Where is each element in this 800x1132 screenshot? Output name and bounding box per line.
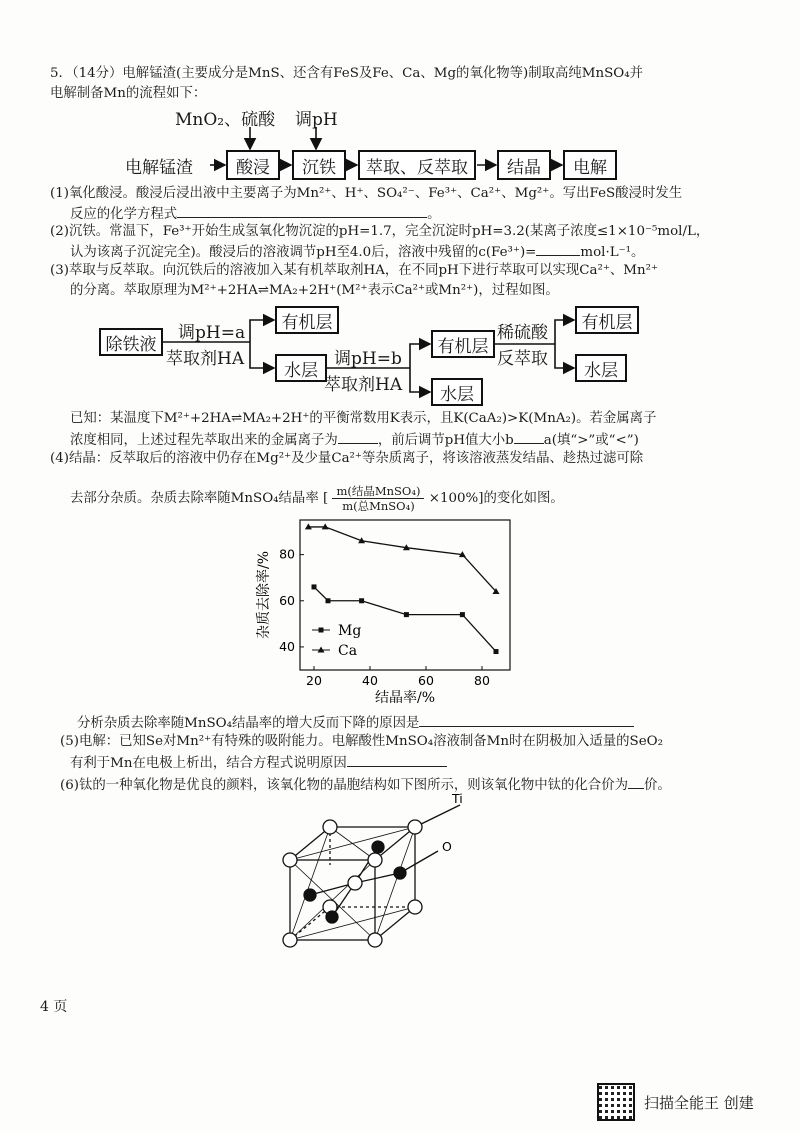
flow1-step-iron-precip: 沉铁: [292, 150, 346, 180]
flow2-start: 除铁液: [99, 328, 163, 356]
flow1-step-crystallize: 结晶: [497, 150, 551, 180]
flow2-arrows: [0, 0, 800, 420]
part3-line2: 的分离。萃取原理为M²⁺+2HA⇌MA₂+2H⁺(M²⁺表示Ca²⁺或Mn²⁺)，过程如图。: [70, 283, 559, 298]
part1-line1: (1)氧化酸浸。酸浸后浸出液中主要离子为Mn²⁺、H⁺、SO₄²⁻、Fe³⁺、Ca²⁺、Mg²⁺。写出FeS酸浸时发生: [50, 186, 683, 201]
flow2-organic1: 有机层: [275, 306, 339, 334]
flow2-back-extraction: 反萃取: [497, 349, 548, 369]
flow2-organic2: 有机层: [431, 330, 495, 358]
part5-line2: 有利于Mn在电极上析出，结合方程式说明原因: [70, 752, 447, 774]
series-line-ca: [308, 527, 496, 592]
flow2-acid: 稀硫酸: [497, 323, 548, 343]
crystal-cell-diagram: [270, 785, 490, 965]
data-point-mg: [359, 598, 364, 603]
known-line2: 浓度相同，上述过程先萃取出来的金属离子为 ，前后调节pH值大小b a(填“>”或“<”): [70, 429, 639, 451]
part5-line1: (5)电解：已知Se对Mn²⁺有特殊的吸附能力。电解酸性MnSO₄溶液制备Mn时在阴极加入适量的SeO₂: [60, 734, 663, 749]
data-point-mg: [494, 649, 499, 654]
flow2-adjust-b: 调pH=b: [334, 349, 402, 369]
part3-line1: (3)萃取与反萃取。向沉铁后的溶液加入某有机萃取剂HA，在不同pH下进行萃取可以实现Ca²⁺、Mn²⁺: [50, 263, 659, 278]
legend-label-mg: Mg: [338, 623, 362, 639]
crystal-label-ti: Ti: [452, 791, 463, 806]
part6-line1: (6)钛的一种氧化物是优良的颜料，该氧化物的晶胞结构如下图所示，则该氧化物中钛的化合价为 价。: [60, 774, 671, 796]
data-point-mg: [460, 612, 465, 617]
data-point-mg: [404, 612, 409, 617]
question-header-line2: 电解制备Mn的流程如下：: [50, 86, 207, 101]
flow1-step-extraction: 萃取、反萃取: [358, 150, 476, 180]
legend-marker-mg: [319, 628, 324, 633]
flow2-water3: 水层: [575, 354, 627, 382]
flow2-extractant2: 萃取剂HA: [324, 375, 403, 395]
y-tick-label: 80: [279, 546, 295, 562]
flow1-adjust-ph: 调pH: [295, 110, 338, 130]
x-tick-label: 80: [474, 673, 490, 688]
chart-frame: [300, 520, 510, 670]
question-header-line1: 5．（14分）电解锰渣(主要成分是MnS、还含有FeS及Fe、Ca、Mg的氧化物等)制取高纯MnSO₄并: [50, 66, 644, 81]
flow2-water2: 水层: [431, 378, 483, 406]
crystallization-fraction: $\frac{\text{m(结晶MnSO₄)}}{\text{m(总MnSO₄)}}$: [332, 484, 424, 513]
flow2-water1: 水层: [275, 354, 327, 382]
y-tick-label: 60: [279, 592, 295, 608]
impurity-removal-chart: [250, 512, 530, 706]
part2-line2: 认为该离子沉淀完全)。酸浸后的溶液调节pH至4.0后，溶液中残留的c(Fe³⁺)= mol·L⁻¹。: [70, 241, 644, 263]
x-tick-label: 60: [418, 673, 434, 688]
part4-line2: 去部分杂质。杂质去除率随MnSO₄结晶率 [ $\frac{\text{m(结晶MnSO₄)}}{\text{m(总MnSO₄)}}$ ×100%]的变化如图。: [70, 484, 564, 513]
analysis-line: 分析杂质去除率随MnSO₄结晶率的增大反而下降的原因是: [77, 712, 634, 734]
data-point-mg: [326, 598, 331, 603]
flow1-step-electrolysis: 电解: [563, 150, 617, 180]
data-point-mg: [312, 584, 317, 589]
flow2-adjust-a: 调pH=a: [178, 323, 246, 343]
x-tick-label: 40: [362, 673, 378, 688]
x-tick-label: 20: [306, 673, 322, 688]
x-axis-label: 结晶率/%: [374, 690, 436, 706]
flow1-reagents: MnO₂、硫酸: [175, 110, 276, 130]
part2-line1: (2)沉铁。常温下，Fe³⁺开始生成氢氧化物沉淀的pH=1.7，完全沉淀时pH=3.2(某离子浓度≤1×10⁻⁵mol/L，: [50, 224, 710, 239]
y-tick-label: 40: [279, 638, 295, 654]
series-line-mg: [314, 587, 496, 652]
flow1-start: 电解锰渣: [125, 158, 193, 178]
y-axis-label: 杂质去除率/%: [256, 550, 272, 640]
crystal-label-o: O: [442, 839, 452, 854]
known-line1: 已知：某温度下M²⁺+2HA⇌MA₂+2H⁺的平衡常数用K表示，且K(CaA₂)>K(MnA₂)。若金属离子: [70, 411, 657, 426]
qr-code-icon: [597, 1083, 635, 1121]
part1-line2: 反应的化学方程式 。: [70, 203, 441, 225]
part4-line1: (4)结晶：反萃取后的溶液中仍存在Mg²⁺及少量Ca²⁺等杂质离子，将该溶液蒸发结晶、趁热过滤可除: [50, 451, 644, 466]
flow2-extractant1: 萃取剂HA: [166, 349, 245, 369]
page-number: 4 页: [40, 999, 68, 1015]
scanner-brand: 扫描全能王 创建: [644, 1094, 754, 1112]
flow2-organic3: 有机层: [575, 306, 639, 334]
flow1-step-acid-leach: 酸浸: [226, 150, 280, 180]
legend-label-ca: Ca: [338, 643, 358, 659]
